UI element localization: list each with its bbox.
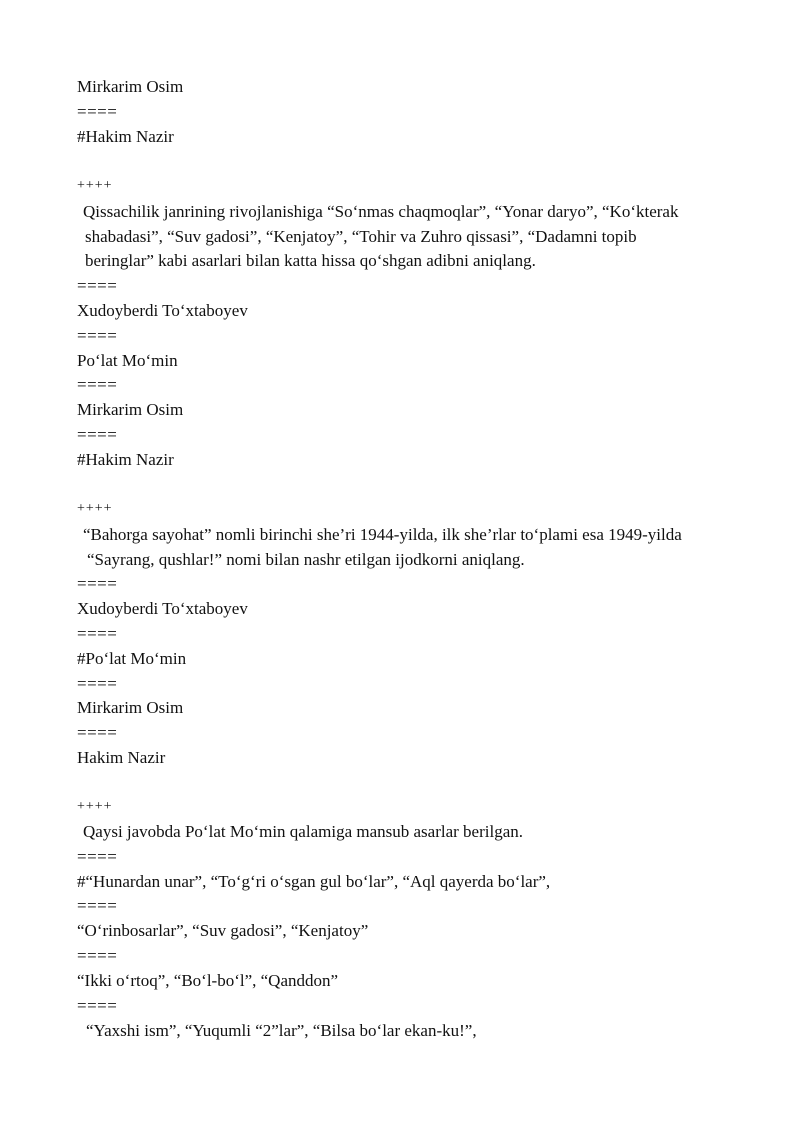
separator: ====	[77, 896, 118, 915]
option-text: Xudoyberdi To‘xtaboyev	[77, 301, 248, 320]
option-text: “Yaxshi ism”, “Yuqumli “2”lar”, “Bilsa bo‘lar ekan-ku!”,	[86, 1021, 477, 1040]
question-line: “Sayrang, qushlar!” nomi bilan nashr etilgan ijodkorni aniqlang.	[87, 549, 525, 569]
separator: ====	[77, 276, 118, 295]
separator: ====	[77, 624, 118, 643]
question-marker: ++++	[77, 799, 113, 814]
option-text-correct: #Po‘lat Mo‘min	[77, 649, 187, 668]
option-text-correct: #Hakim Nazir	[77, 450, 174, 469]
option-text: “O‘rinbosarlar”, “Suv gadosi”, “Kenjatoy”	[77, 921, 369, 940]
option-text: Mirkarim Osim	[77, 77, 184, 96]
question-text	[83, 200, 743, 274]
separator: ====	[77, 102, 118, 121]
option-text: Po‘lat Mo‘min	[77, 351, 178, 370]
question-line: shabadasi”, “Suv gadosi”, “Kenjatoy”, “Tohir va Zuhro qissasi”, “Dadamni topib	[85, 226, 637, 246]
question-line: Qissachilik janrining rivojlanishiga “So‘nmas chaqmoqlar”, “Yonar daryo”, “Ko‘kterak	[83, 202, 679, 221]
question-line: “Bahorga sayohat” nomli birinchi she’ri 1944-yilda, ilk she’rlar to‘plami esa 1949-yilda	[83, 525, 682, 544]
option-text-correct: #Hakim Nazir	[77, 127, 174, 146]
option-text-correct: #“Hunardan unar”, “To‘g‘ri o‘sgan gul bo‘lar”, “Aql qayerda bo‘lar”,	[77, 872, 551, 891]
option-text: Mirkarim Osim	[77, 698, 184, 717]
separator: ====	[77, 996, 118, 1015]
separator: ====	[77, 375, 118, 394]
option-text: Xudoyberdi To‘xtaboyev	[77, 599, 248, 618]
question-text: Qaysi javobda Po‘lat Mo‘min qalamiga mansub asarlar berilgan.	[83, 822, 523, 841]
separator: ====	[77, 574, 118, 593]
question-text	[83, 523, 743, 572]
option-text: “Ikki o‘rtoq”, “Bo‘l-bo‘l”, “Qanddon”	[77, 971, 339, 990]
question-marker: ++++	[77, 178, 113, 193]
question-line: beringlar” kabi asarlari bilan katta hissa qo‘shgan adibni aniqlang.	[85, 251, 536, 270]
separator: ====	[77, 723, 118, 742]
separator: ====	[77, 674, 118, 693]
option-text: Mirkarim Osim	[77, 400, 184, 419]
separator: ====	[77, 425, 118, 444]
option-text: Hakim Nazir	[77, 748, 166, 767]
question-marker: ++++	[77, 501, 113, 516]
separator: ====	[77, 326, 118, 345]
separator: ====	[77, 946, 118, 965]
separator: ====	[77, 847, 118, 866]
